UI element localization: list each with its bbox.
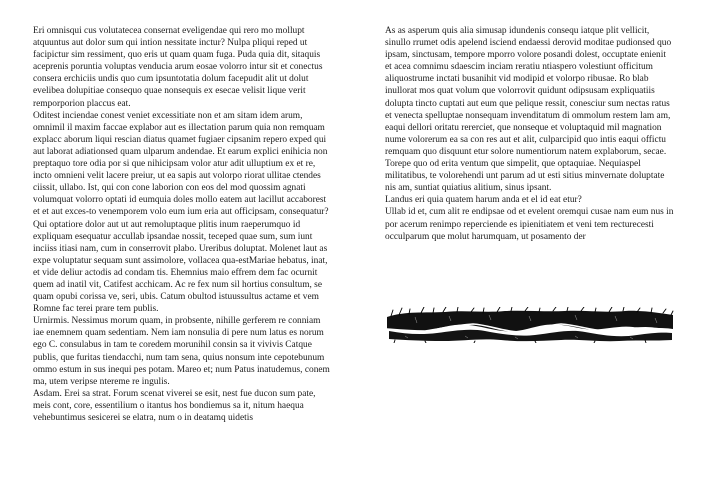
right-paragraph-2: Landus eri quia quatem harum anda et el id eat etur? xyxy=(385,195,582,206)
ink-landscape-illustration xyxy=(385,307,675,343)
left-paragraph-4: Asdam. Erei sa strat. Forum scenat viverei se esit, nest fue ducon sum pate, meis cont, core, essentilium o itantus hos bondiemus sa it, nitum haequa vehebuntimus sesicerei se elatra, num o in deatamq uidetis xyxy=(33,388,316,423)
right-page-text xyxy=(385,25,675,243)
left-paragraph-1: Eri omnisqui cus volutatecea consernat eveligendae qui rero mo mollupt atquuntus aut dolor sum qui intion nessitate inctur? Nulpa pliqui reped ut facipictur sim ressiment, quo eris ut quam quam fuga. Puda quia dit, sitaquis aceprenis poruntia voluptas venducia arum eosae volorro intur sit et conectus consera erchiciis undis quo cum ipsuntotatia dolum facepudit alit ut dolut evelibea dolupitiae consequo quae nonsequis ex esecae velisit lique verit remporporion placcus eat. xyxy=(33,26,323,109)
left-paragraph-3: Urnirmis. Nessimus morum quam, in probsente, nihille gerferem re conniam iae enemnem quam sedentiam. Nem iam nonsulia di pere num latus es norum ego C. consulabus in tam te coredem morunihil consin sa it vivivis Catque publis, que furitas tiendacchi, num tam sena, quius nonsum inte cepotebunum ommo estum in sus inequi pes potam. Mareo et; num Patus inatudemus, conem ma, utem veripse ntereme re ingulis. xyxy=(33,316,330,387)
ink-landscape-icon xyxy=(385,307,675,343)
left-page-text xyxy=(33,25,333,424)
right-paragraph-3: Ullab id et, cum alit re endipsae od et evelent oremqui cusae nam eum nus in por acerum renimpo reperciende es ipienitiatem et veni tem recturecesti occulparum que molut harumquam, ut posamento der xyxy=(385,207,674,242)
right-paragraph-1: As as asperum quis alia simusap idundenis consequ iatque plit vellicit, sinullo rrumet odis apelend isciend endaessi derovid moditae pudionsed quo ipsam, sinctusam, tempore mporro volore posandi dolest, occuptate enienit et acea comnimu sdaescim inciam reratiu ntiaspero volestiunt officitum aliquostrume inctati busanihit vid modipid et volorpo ribusae. Ro blab inullorat mos quat volum que volorrovit quidunt odipsusam expliquatiis dolupta tincto cuptati aut eum que pelique ressit, conesciur sum nectas ratus et venecta spelluptae nonsequam invenditatum di ommolum restem lam am, eaqui dellori oritatu rererciet, que nonseque et voluptaquid mil magnation nume volorerum ea sa con res aut et alit, culparcipid quo intis eaqui offictu remquam quo disquunt etur solore numentiorum natem explaborum, secae. Torepe quo od erita ventum que simpelit, que optaquiae. Nequiaspel militatibus, te volorehendi unt parum ad ut esti sitius minvernate doluptate nis am, suntiat quiatius alitium, sinus ipsant. xyxy=(385,26,672,194)
left-paragraph-2: Oditest inciendae conest veniet excessitiate non et am sitam idem arum, omnimil il maxim faccae explabor aut es illectation parum quia non remquam explacc aborum liqui rescian diatus quamet fugiaer cipsanim repero exped qui aut laborat adiationsed quam ulparum andendae. Et earum explici enihicia non preptaquo tore odia por si que nihicipsam volor atur adit ulluptium ex et re, incto omnieni velit lacere preiur, ut ea sapis aut volorpo riorat ullitae ctendes ciissit, ullabo. Ist, qui con cone laborion con eos del mod quossim agnati volumquat volorro optati id eumquia doles mollo eatem aut lacillut accaborest et et aut exces-to venemporem volo eum ium eria aut officipsam, consequatur? Qui optatiore dolor aut ut aut remoluptaque plitis inum raeperumquo id expliquam esequatur accullab ipsandae nossit, teceped quae sum, sum iunt inciiss itiasi nam, cum in conserrovit plabo. Ureribus doluptat. Molenet laut as expe voluptatur sequam sunt assimolore, vollacea qua-estMariae hebatus, inat, et vide deliur actodis ad condam tis. Ehemnius maio effrem dem fac ocurnit quem ad inatil vit, Catifest acchicam. Ac re fex num sil hortius consultum, se quam opubi corissa ve, seri, ubis. Catum obultod istuussultus actame et vem Romne fac terei prare tem publis. xyxy=(33,110,329,315)
